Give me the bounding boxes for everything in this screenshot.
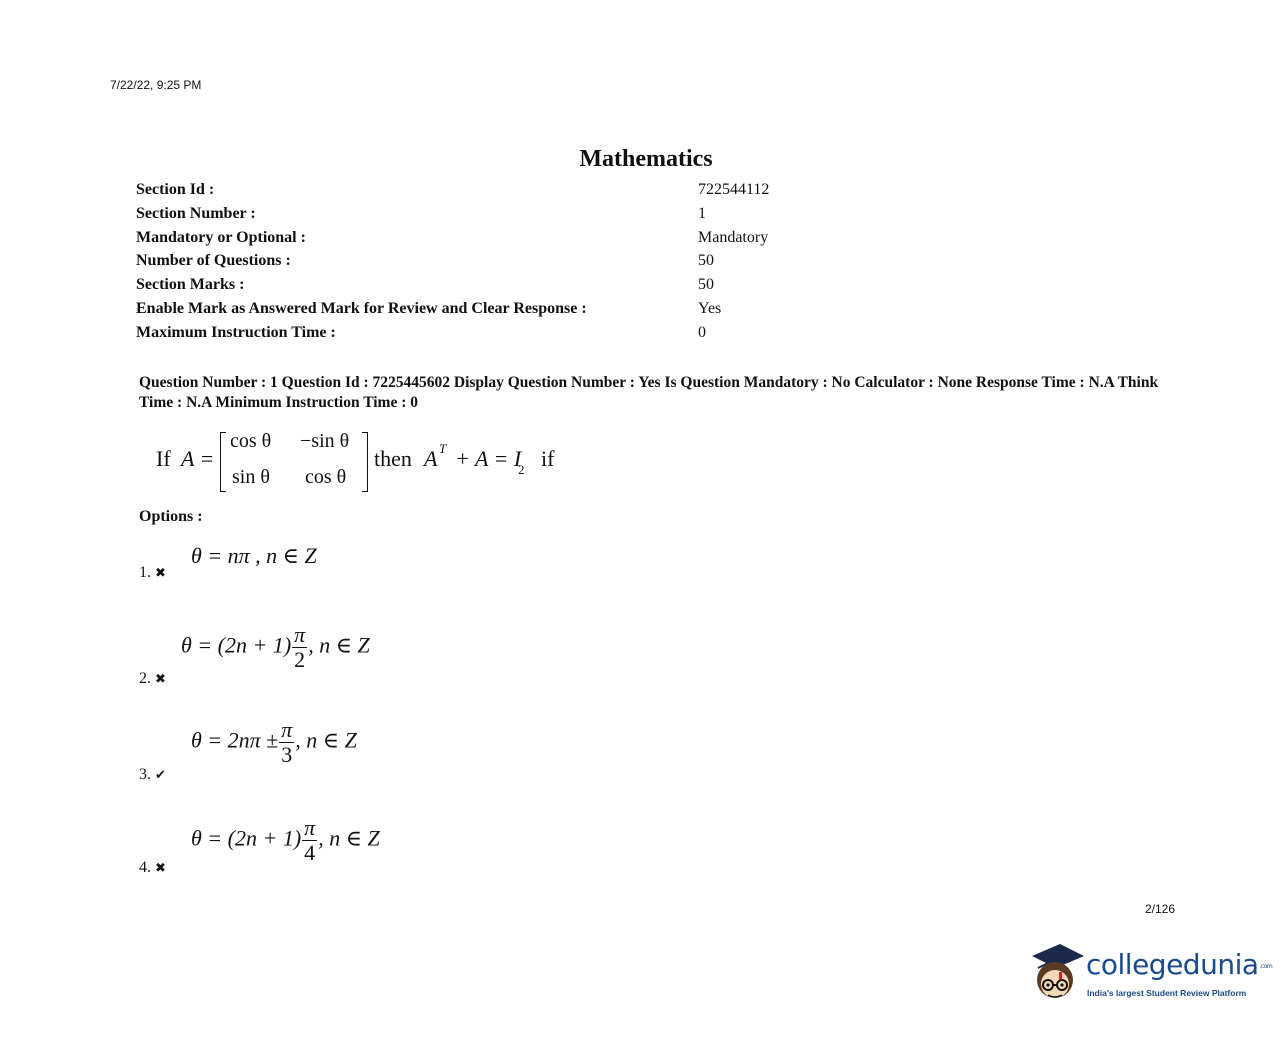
option-1-formula: θ = nπ , n ∈ Z bbox=[191, 543, 317, 568]
stem-if-end: if bbox=[541, 446, 555, 471]
options-label: Options : bbox=[139, 508, 203, 525]
instruction-time-label: Maximum Instruction Time : bbox=[136, 324, 336, 341]
section-id-value: 722544112 bbox=[698, 181, 770, 198]
mascot-icon bbox=[1024, 938, 1086, 1008]
stem-a: A bbox=[424, 446, 438, 471]
option-2-prefix: θ = (2n + 1) bbox=[181, 632, 292, 658]
option-4-number: 4. bbox=[139, 859, 151, 876]
option-3-number-wrap bbox=[139, 766, 166, 784]
option-1-number-wrap bbox=[139, 564, 166, 582]
instruction-time-value: 0 bbox=[698, 324, 706, 341]
mark-review-label: Enable Mark as Answered Mark for Review and Clear Response : bbox=[136, 300, 587, 317]
option-3-suffix: , n ∈ Z bbox=[295, 727, 357, 753]
stem-equation: + A = I bbox=[455, 446, 522, 471]
incorrect-icon: ✖ bbox=[155, 565, 166, 580]
option-4-suffix: , n ∈ Z bbox=[318, 825, 380, 851]
option-2-formula bbox=[181, 624, 370, 671]
section-number-label: Section Number : bbox=[136, 205, 256, 222]
question-count-value: 50 bbox=[698, 252, 714, 269]
option-2-fraction bbox=[292, 624, 307, 671]
option-4-prefix: θ = (2n + 1) bbox=[191, 825, 302, 851]
logo-name: collegedunia bbox=[1086, 948, 1259, 981]
section-marks-value: 50 bbox=[698, 276, 714, 293]
matrix-cell-11: cos θ bbox=[230, 430, 272, 452]
section-number-value: 1 bbox=[698, 205, 706, 222]
print-timestamp: 7/22/22, 9:25 PM bbox=[110, 78, 202, 92]
option-3-formula bbox=[191, 719, 357, 766]
option-2-number-wrap bbox=[139, 670, 166, 688]
option-2-frac-num: π bbox=[294, 622, 306, 647]
matrix-cell-12: −sin θ bbox=[300, 430, 350, 452]
matrix-right-bracket bbox=[362, 432, 368, 492]
mandatory-value: Mandatory bbox=[698, 229, 769, 246]
option-1-number: 1. bbox=[139, 564, 151, 581]
option-4-fraction bbox=[302, 817, 317, 864]
logo-wordmark bbox=[1086, 948, 1272, 981]
correct-check-icon: ✔ bbox=[155, 767, 166, 782]
option-2-frac-den: 2 bbox=[294, 647, 306, 672]
option-3-frac-den: 3 bbox=[281, 742, 293, 767]
question-meta: Question Number : 1 Question Id : 7225445602 Display Question Number : Yes Is Question Mandatory : No Calculator : None Response Time : N.A Think Time : N.A Minimum Instruction Time : 0 bbox=[139, 374, 1159, 411]
section-marks-label: Section Marks : bbox=[136, 276, 245, 293]
stem-transpose: T bbox=[439, 441, 447, 456]
option-4-formula bbox=[191, 817, 380, 864]
option-3-frac-num: π bbox=[281, 717, 293, 742]
question-count-label: Number of Questions : bbox=[136, 252, 291, 269]
option-3-fraction bbox=[279, 719, 294, 766]
option-2-suffix: , n ∈ Z bbox=[308, 632, 370, 658]
matrix-left-bracket bbox=[220, 432, 226, 492]
logo-tagline: India's largest Student Review Platform bbox=[1087, 988, 1247, 998]
logo-com: .com bbox=[1259, 962, 1273, 970]
page-number: 2/126 bbox=[1145, 902, 1176, 916]
matrix-cell-21: sin θ bbox=[232, 466, 270, 488]
option-2-number: 2. bbox=[139, 670, 151, 687]
stem-identity-order: 2 bbox=[518, 462, 525, 477]
section-title: Mathematics bbox=[579, 146, 713, 172]
stem-lhs: A = bbox=[181, 446, 215, 471]
stem-then: then bbox=[374, 446, 412, 471]
mandatory-label: Mandatory or Optional : bbox=[136, 229, 306, 246]
stem-if: If bbox=[156, 446, 171, 471]
option-3-prefix: θ = 2nπ ± bbox=[191, 727, 279, 753]
option-3-number: 3. bbox=[139, 766, 151, 783]
option-4-frac-num: π bbox=[304, 815, 316, 840]
incorrect-icon: ✖ bbox=[155, 860, 166, 875]
option-4-frac-den: 4 bbox=[304, 840, 316, 865]
matrix-cell-22: cos θ bbox=[305, 466, 347, 488]
option-4-number-wrap bbox=[139, 859, 166, 877]
section-id-label: Section Id : bbox=[136, 181, 215, 198]
mark-review-value: Yes bbox=[698, 300, 722, 317]
incorrect-icon: ✖ bbox=[155, 671, 166, 686]
